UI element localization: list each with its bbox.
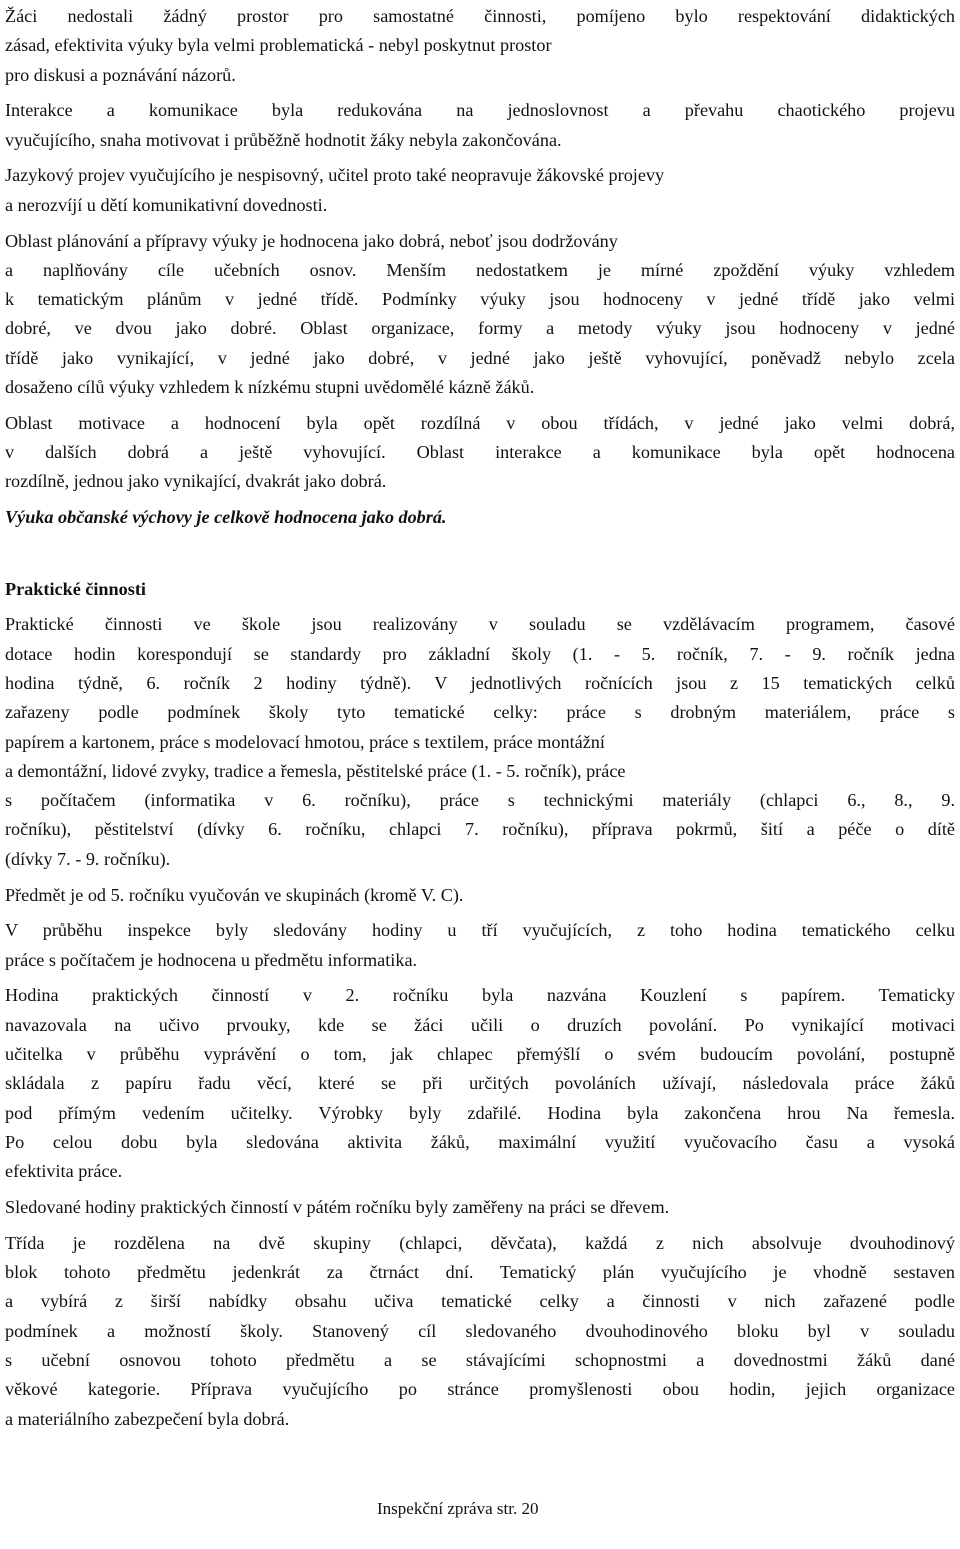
text-line: skládala z papíru řadu věcí, které se při určitých povoláních užívají, následovala práce žáků bbox=[5, 1073, 955, 1094]
paragraph-class-division bbox=[5, 1229, 955, 1434]
text-line: pod přímým vedením učitelky. Výrobky byly zdařilé. Hodina byla zakončena hrou Na řemesla. bbox=[5, 1102, 955, 1123]
text-line: v dalších dobrá a ještě vyhovující. Oblast interakce a komunikace byla opět hodnocena bbox=[5, 442, 955, 463]
summary-statement: Výuka občanské výchovy je celkově hodnocena jako dobrá. bbox=[5, 507, 447, 528]
text-line: třídě jako vynikající, v jedné jako dobré, v jedné jako ještě vyhovující, poněvadž nebylo zcela bbox=[5, 347, 955, 368]
text-line: Třída je rozdělena na dvě skupiny (chlapci, děvčata), každá z nich absolvuje dvouhodinový bbox=[5, 1232, 955, 1253]
paragraph-curriculum bbox=[5, 610, 955, 874]
text-line: podmínek a možností školy. Stanovený cíl sledovaného dvouhodinového bloku byl v souladu bbox=[5, 1320, 955, 1341]
text-line: k tematickým plánům v jedné třídě. Podmínky výuky jsou hodnoceny v jedné třídě jako velmi bbox=[5, 289, 955, 310]
text-line: vyučujícího, snaha motivovat i průběžně hodnotit žáky nebyla zakončována. bbox=[5, 129, 562, 150]
paragraph-language bbox=[5, 161, 955, 220]
text-line: (dívky 7. - 9. ročníku). bbox=[5, 848, 171, 869]
paragraph-groups bbox=[5, 881, 955, 910]
text-line: a vybírá z širší nabídky obsahu učiva tematické celky a činnosti v nich zařazené podle bbox=[5, 1291, 955, 1312]
text-line: dobré, ve dvou jako dobré. Oblast organizace, formy a metody výuky jsou hodnoceny v jedné bbox=[5, 318, 955, 339]
text-line: a naplňovány cíle učebních osnov. Menším nedostatkem je mírné zpoždění výuky vzhledem bbox=[5, 259, 955, 280]
text-line: Oblast motivace a hodnocení byla opět rozdílná v obou třídách, v jedné jako velmi dobrá, bbox=[5, 412, 955, 433]
paragraph-interaction bbox=[5, 96, 955, 155]
text-line: Jazykový projev vyučujícího je nespisovný, učitel proto také neopravuje žákovské projevy bbox=[5, 165, 665, 186]
text-line: a demontážní, lidové zvyky, tradice a řemesla, pěstitelské práce (1. - 5. ročník), práce bbox=[5, 760, 626, 781]
text-line: s počítačem (informatika v 6. ročníku), práce s technickými materiály (chlapci 6., 8., 9. bbox=[5, 790, 955, 811]
text-line: Oblast plánování a přípravy výuky je hodnocena jako dobrá, neboť jsou dodržovány bbox=[5, 230, 618, 251]
text-line: dosaženo cílů výuky vzhledem k nízkému stupni uvědomělé kázně žáků. bbox=[5, 377, 535, 398]
text-line: ročníku), pěstitelství (dívky 6. ročníku, chlapci 7. ročníku), příprava pokrmů, šití a péče o dítě bbox=[5, 819, 955, 840]
text-line: věkové kategorie. Příprava vyučujícího po stránce promyšlenosti obou hodin, jejich organizace bbox=[5, 1379, 955, 1400]
text-line: rozdílně, jednou jako vynikající, dvakrát jako dobrá. bbox=[5, 471, 387, 492]
text-line: a materiálního zabezpečení byla dobrá. bbox=[5, 1408, 290, 1429]
text-line: s učební osnovou tohoto předmětu a se stávajícími schopnostmi a dovednostmi žáků dané bbox=[5, 1349, 955, 1370]
text-line: blok tohoto předmětu jedenkrát za čtrnáct dní. Tematický plán vyučujícího je vhodně sestaven bbox=[5, 1262, 955, 1283]
text-line: zařazeny podle podmínek školy tyto tematické celky: práce s drobným materiálem, práce s bbox=[5, 702, 955, 723]
text-line: dotace hodin korespondují se standardy pro základní školy (1. - 5. ročník, 7. - 9. ročník jedna bbox=[5, 643, 955, 664]
paragraph-inspection bbox=[5, 916, 955, 975]
page-footer: Inspekční zpráva str. 20 bbox=[377, 1499, 539, 1518]
text-line: Předmět je od 5. ročníku vyučován ve skupinách (kromě V. C). bbox=[5, 884, 464, 905]
text-line: Sledované hodiny praktických činností v pátém ročníku byly zaměřeny na práci se dřevem. bbox=[5, 1196, 670, 1217]
text-line: Žáci nedostali žádný prostor pro samostatné činnosti, pomíjeno bylo respektování didaktických bbox=[5, 6, 955, 26]
paragraph-lesson-2nd-grade bbox=[5, 981, 955, 1186]
text-line: zásad, efektivita výuky byla velmi problematická - nebyl poskytnut prostor bbox=[5, 35, 552, 56]
text-line: Praktické činnosti ve škole jsou realizovány v souladu se vzdělávacím programem, časové bbox=[5, 614, 955, 635]
text-line: práce s počítačem je hodnocena u předmětu informatika. bbox=[5, 949, 418, 970]
paragraph-woodwork bbox=[5, 1193, 955, 1222]
text-line: učitelka v průběhu vyprávění o tom, jak chlapec přemýšlí o svém budoucím povolání, postupně bbox=[5, 1044, 955, 1064]
paragraph-student-activity bbox=[5, 2, 955, 90]
paragraph-motivation bbox=[5, 409, 955, 497]
text-line: efektivita práce. bbox=[5, 1161, 123, 1182]
paragraph-planning bbox=[5, 227, 955, 403]
section-heading: Praktické činnosti bbox=[5, 578, 146, 599]
text-line: V průběhu inspekce byly sledovány hodiny u tří vyučujících, z toho hodina tematického celku bbox=[5, 920, 955, 941]
text-line: Interakce a komunikace byla redukována na jednoslovnost a převahu chaotického projevu bbox=[5, 100, 955, 121]
text-line: Po celou dobu byla sledována aktivita žáků, maximální využití vyučovacího času a vysoká bbox=[5, 1131, 955, 1152]
text-line: navazovala na učivo prvouky, kde se žáci učili o druzích povolání. Po vynikající motivaci bbox=[5, 1014, 955, 1035]
text-line: papírem a kartonem, práce s modelovací hmotou, práce s textilem, práce montážní bbox=[5, 731, 605, 752]
text-line: hodina týdně, 6. ročník 2 hodiny týdně). V jednotlivých ročnících jsou z 15 tematických celků bbox=[5, 672, 955, 693]
text-line: pro diskusi a poznávání názorů. bbox=[5, 64, 236, 85]
text-line: a nerozvíjí u dětí komunikativní dovednosti. bbox=[5, 194, 328, 215]
text-line: Hodina praktických činností v 2. ročníku byla nazvána Kouzlení s papírem. Tematicky bbox=[5, 985, 955, 1006]
